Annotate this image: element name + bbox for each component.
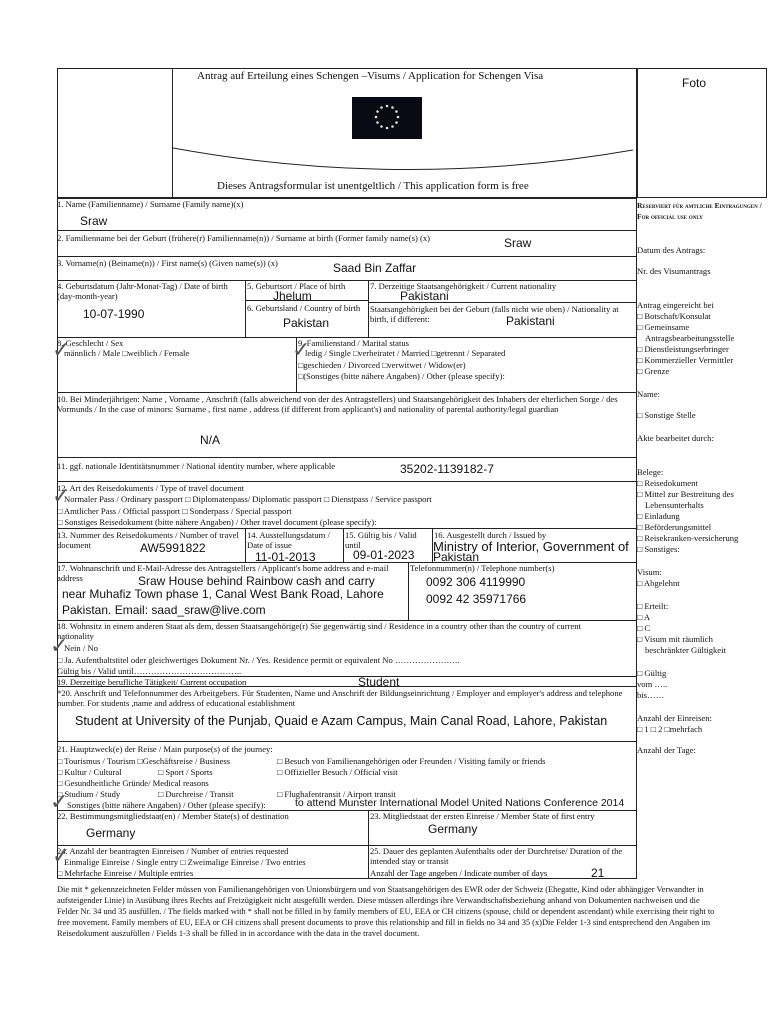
field-1-value[interactable]: Sraw — [80, 214, 108, 228]
residence-no-check-icon[interactable]: ✓ — [50, 634, 69, 659]
form-title: Antrag auf Erteilung eines Schengen –Visums / Application for Schengen Visa — [197, 70, 544, 82]
field-7-label: 7. Derzeitige Staatsangehörigkeit / Current nationality — [370, 281, 557, 291]
sidebar-vtl: □ Visum mit räumlich — [637, 634, 713, 644]
telephone-value-2[interactable]: 0092 42 35971766 — [426, 592, 527, 606]
sidebar-belege: Belege: — [637, 467, 664, 477]
sidebar-b2: □ Mittel zur Bestreitung des — [637, 489, 734, 499]
sidebar-abgelehnt: □ Abgelehnt — [637, 578, 680, 588]
field-25-value[interactable]: 21 — [591, 866, 605, 880]
field-25-label2: Anzahl der Tage angeben / Indicate number of days — [370, 868, 548, 878]
eu-flag-icon — [352, 97, 422, 139]
field-20-label: *20. Anschrift und Telefonnummer des Arbeitgebers. Für Studenten, Name und Anschrift der Bildungseinrichtung / Employer and employer's address and telephone number. For students ,name and address of educational establishment — [57, 688, 623, 708]
field-18-line1[interactable]: Nein / No — [64, 643, 98, 653]
field-14-value[interactable]: 11-01-2013 — [255, 550, 316, 564]
field-17-label: 17. Wohnanschrift und E-Mail-Adresse des Antragstellers / Applicant's home address and e-mail address — [57, 563, 389, 583]
field-1-label: 1. Name (Familienname) / Surname (Family name)(x) — [57, 199, 244, 209]
sidebar-bis: bis…… — [637, 690, 665, 700]
field-22-label: 22. Bestimmungsmitgliedstaat(en) / Member State(s) of destination — [57, 811, 289, 821]
field-9-line2[interactable]: □geschieden / Divorced □verwitwet / Widow(er) — [298, 360, 466, 370]
field-11-value[interactable]: 35202-1139182-7 — [400, 462, 494, 476]
field-22-value[interactable]: Germany — [86, 826, 136, 840]
sidebar-nr: Nr. des Visumantrags — [637, 266, 711, 276]
field-18-label: 18. Wohnsitz in einem anderen Staat als dem, dessen Staatsangehörige(r) Sie gegenwärtig sind / Residence in a country other than the country of current nationality — [57, 621, 581, 641]
sidebar-vom: vom ….. — [637, 679, 668, 689]
purpose-medical[interactable]: □ Gesundheitliche Gründe/ Medical reasons — [57, 778, 209, 788]
field-23-value[interactable]: Germany — [428, 822, 478, 836]
field-15-value[interactable]: 09-01-2023 — [353, 548, 415, 562]
sex-male-check-icon[interactable]: ✓ — [52, 338, 71, 363]
sidebar-opt3: □ Dienstleistungserbringer — [637, 344, 729, 354]
sidebar-b6: □ Sonstiges: — [637, 544, 680, 554]
sidebar-anzahl-tage: Anzahl der Tage: — [637, 745, 696, 755]
sidebar-datum: Datum des Antrags: — [637, 245, 706, 255]
field-7-value[interactable]: Pakistani — [400, 289, 449, 303]
sidebar-opt4: □ Kommerzieller Vermittler — [637, 355, 734, 365]
field-17-value-2[interactable]: near Muhafiz Town phase 1, Canal West Bank Road, Lahore — [62, 587, 384, 601]
field-7b-label: Staatsangehörigkeit bei der Geburt (falls nicht wie oben) / Nationality at birth, if different: — [370, 304, 619, 324]
sidebar-visum: Visum: — [637, 567, 662, 577]
field-18-line2[interactable]: □ Ja. Aufenthaltstitel oder gleichwertiges Dokument Nr. / Yes. Residence permit or equivalent No ………………….. — [57, 655, 460, 665]
field-16-value-1[interactable]: Ministry of Interior, Government of — [433, 539, 629, 554]
purpose-official[interactable]: □ Offizieller Besuch / Official visit — [277, 767, 398, 777]
sidebar-c: □ C — [637, 623, 651, 633]
purpose-study[interactable]: □ Studium / Study — [57, 789, 121, 799]
sidebar-gueltig: □ Gültig — [637, 668, 667, 678]
purpose-family[interactable]: □ Besuch von Familienangehörigen oder Freunden / Visiting family or friends — [277, 756, 546, 766]
field-17-value-1[interactable]: Sraw House behind Rainbow cash and carry — [138, 574, 375, 588]
field-12-line1[interactable]: Normaler Pass / Ordinary passport □ Diplomatenpass/ Diplomatic passport □ Dienstpass / Service passport — [64, 494, 432, 504]
field-17-value-3[interactable]: Pakistan. Email: saad_sraw@live.com — [62, 603, 266, 617]
sidebar-anzahl-einreisen: Anzahl der Einreisen: — [637, 713, 712, 723]
field-20-value[interactable]: Student at University of the Punjab, Quaid e Azam Campus, Main Canal Road, Lahore, Pakistan — [75, 714, 608, 728]
field-23-label: 23. Mitgliedstaat der ersten Einreise / Member State of first entry — [370, 811, 595, 821]
marital-single-check-icon[interactable]: ✓ — [292, 338, 311, 363]
sidebar-opt2b: Antragsbearbeitungsstelle — [645, 333, 735, 343]
field-8-label: 8. Geschlecht / Sex — [57, 338, 124, 348]
field-25-label: 25. Dauer des geplanten Aufenthalts oder der Durchreise/ Duration of the intended stay or transit — [370, 846, 623, 866]
field-13-value[interactable]: AW5991822 — [140, 541, 206, 555]
field-24-line1[interactable]: Einmalige Einreise / Single entry □ Zweimalige Einreise / Two entries — [64, 857, 306, 867]
sidebar-erteilt: □ Erteilt: — [637, 601, 669, 611]
field-6-value[interactable]: Pakistan — [283, 316, 330, 330]
header-arc — [173, 140, 693, 180]
purpose-transit[interactable]: □ Durchreise / Transit — [158, 789, 234, 799]
field-3-value[interactable]: Saad Bin Zaffar — [333, 261, 417, 275]
field-5-label: 5. Geburtsort / Place of birth — [247, 281, 346, 291]
purpose-other[interactable]: Sonstiges (bitte nähere Angaben) / Other (please specify): — [67, 800, 266, 810]
sidebar-name: Name: — [637, 389, 660, 399]
field-10-label: 10. Bei Minderjährigen: Name , Vorname , Anschrift (falls abweichend von der des Antragstellers) und Staatsangehörigkeit des Inhabers der elterlichen Sorge / des Vormunds / In the case of minors: Surname , first name , address (if different from applicant's) and nationality of parental authority/legal guardian — [57, 394, 618, 414]
purpose-other-value[interactable]: to attend Munster International Model United Nations Conference 2014 — [295, 797, 625, 809]
field-2-value[interactable]: Sraw — [504, 236, 532, 250]
header-left-cell — [57, 68, 173, 198]
purpose-tourism[interactable]: □ Tourismus / Tourism □Geschäftsreise / Business — [57, 756, 231, 766]
field-15-label: 15. Gültig bis / Valid until — [345, 530, 417, 550]
sidebar-a: □ A — [637, 612, 651, 622]
passport-ordinary-check-icon[interactable]: ✓ — [52, 484, 71, 509]
field-2-label: 2. Familienname bei der Geburt (frühere(r) Familienname(n)) / Surname at birth (Former family name(s) (x) — [57, 233, 430, 243]
field-24-line2[interactable]: □ Mehrfache Einreise / Multiple entries — [57, 868, 194, 878]
sidebar-opt1: □ Botschaft/Konsulat — [637, 311, 711, 321]
sidebar-b2b: Lebensunterhalts — [645, 500, 704, 510]
field-6-label: 6. Geburtsland / Country of birth — [247, 303, 361, 313]
sidebar-opt5: □ Grenze — [637, 366, 670, 376]
field-24-label: 24. Anzahl der beantragten Einreisen / Number of entries requested — [57, 846, 289, 856]
field-12-line2[interactable]: □ Amtlicher Pass / Official passport □ Sonderpass / Special passport — [57, 506, 292, 516]
telephone-value-1[interactable]: 0092 306 4119990 — [426, 575, 526, 589]
field-8-options[interactable]: männlich / Male □weiblich / Female — [64, 348, 190, 358]
sidebar-b5: □ Reisekranken-versicherung — [637, 533, 739, 543]
field-21-label: 21. Hauptzweck(e) der Reise / Main purpose(s) of the journey: — [57, 744, 273, 754]
field-13-label: 13. Nummer des Reisedokuments / Number of travel document — [57, 530, 239, 550]
sidebar-b4: □ Beförderungsmittel — [637, 522, 712, 532]
field-18-line3[interactable]: Gültig bis / Valid until……………………………….. — [57, 666, 242, 676]
purpose-sports[interactable]: □ Sport / Sports — [158, 767, 213, 777]
field-16-label: 16. Ausgestellt durch / Issued by — [434, 530, 547, 540]
sidebar-opt2: □ Gemeinsame — [637, 322, 690, 332]
field-4-label: 4. Geburtsdatum (Jahr-Monat-Tag) / Date of birth (day-month-year) — [57, 281, 228, 301]
sidebar-vtl2: beschränkter Gültigkeit — [645, 645, 726, 655]
field-16-value-2[interactable]: Pakistan — [433, 550, 480, 564]
field-12-label: 12. Art des Reisedokuments / Type of travel document — [57, 483, 245, 493]
field-19-value[interactable]: Student — [358, 675, 400, 689]
field-9-label: 9. Familienstand / Marital status — [298, 338, 409, 348]
sidebar-eingereicht: Antrag eingereicht bei — [637, 300, 714, 310]
sidebar-sonstige: □ Sonstige Stelle — [637, 410, 696, 420]
sidebar-b1: □ Reisedokument — [637, 478, 698, 488]
field-19-label: 19. Derzeitige berufliche Tätigkeit/ Current occupation — [57, 677, 247, 687]
free-notice: Dieses Antragsformular ist unentgeltlich / This application form is free — [217, 180, 529, 192]
sidebar-akte: Akte bearbeitet durch: — [637, 433, 714, 443]
field-10-value[interactable]: N/A — [200, 433, 221, 447]
sidebar-b3: □ Einladung — [637, 511, 680, 521]
field-14-label: 14. Ausstellungsdatum / Date of issue — [247, 530, 330, 550]
field-11-label: 11. ggf. nationale Identitätsnummer / National identity number, where applicable — [57, 461, 336, 471]
purpose-airport[interactable]: □ Flughafentransit / Airport transit — [277, 789, 396, 799]
purpose-cultural[interactable]: □ Kultur / Cultural — [57, 767, 122, 777]
telephone-label: Telefonnummer(n) / Telephone number(s) — [410, 563, 555, 573]
footer-note: Die mit * gekennzeichneten Felder müssen von Familienangehörigen von Unionsbürgern und von Staatsangehörigen des EWR oder der Schweiz (Ehegatte, Kind oder abhängiger Verwandter in aufsteigender Linie) in Ausübung ihres Rechts auf Freizügigkeit nicht ausgefüllt werden. Diese müssen allerdings ihre Verwandtschaftsbeziehung anhand von Dokumenten nachweisen und die Felder Nr. 34 und 35 ausfüllen. / The fields marked with * shall not be filled in by family members of EU, EEA or CH citizens (spouse, child or dependent ascendant) while exercising their right to free movement. Family members of EU, EEA or CH citizens shall present documents to prove this relationship and fill in fields no 34 and 35 (x)Die Felder 1-3 sind entsprechend den Angaben im Reisedokument auszufüllen / Fields 1-3 shall be filled in in accordance with the data in the travel document. — [57, 885, 715, 938]
official-use-heading: Reserviert für amtliche Eintragungen / For official use only — [637, 201, 762, 221]
field-4-value[interactable]: 10-07-1990 — [83, 307, 145, 321]
entries-single-check-icon[interactable]: ✓ — [52, 844, 71, 869]
purpose-other-check-icon[interactable]: ✓ — [50, 790, 69, 815]
photo-label: Foto — [682, 76, 707, 90]
field-5-value[interactable]: Jhelum — [273, 289, 312, 303]
field-7b-value[interactable]: Pakistani — [506, 314, 555, 328]
field-9-line3[interactable]: □(Sonstiges (bitte nähere Angaben) / Other (please specify): — [298, 371, 505, 381]
field-12-line3[interactable]: □ Sonstiges Reisedokument (bitte nähere Angaben) / Other travel document (please specify): — [57, 517, 377, 527]
field-3-label: 3. Vorname(n) (Beiname(n)) / First name(s) (Given name(s)) (x) — [57, 258, 278, 268]
field-9-line1[interactable]: ledig / Single □verheiratet / Married □getrennt / Separated — [305, 348, 506, 358]
sidebar-einreisen-opts: □ 1 □ 2 □mehrfach — [637, 724, 703, 734]
